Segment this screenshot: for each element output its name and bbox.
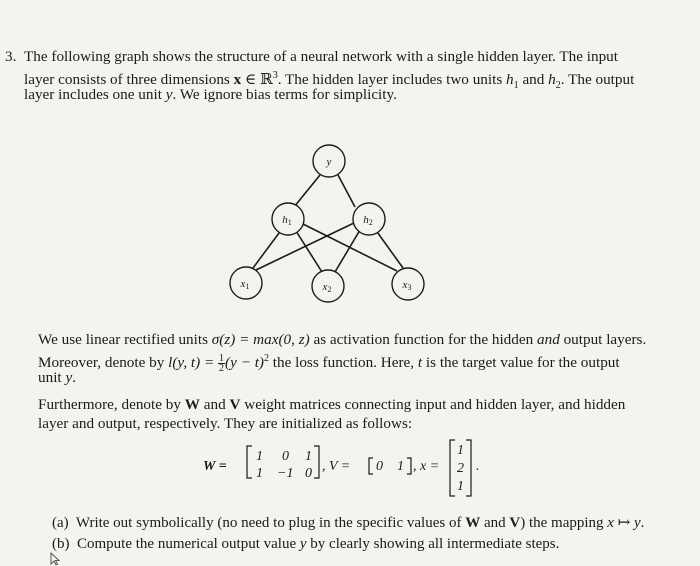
h2-sub: 2 — [555, 80, 561, 92]
and-emphasis: and — [537, 331, 560, 348]
x-label: , x = — [413, 459, 440, 474]
activation-text-b: as activation function for the hidden — [309, 331, 537, 348]
loss-sup: 2 — [263, 353, 269, 364]
node-x3-label: x3 — [402, 279, 412, 292]
loss-lhs: l(y, t) = — [168, 354, 219, 372]
intro-line-3b: . We ignore bias terms for simplicity. — [172, 86, 397, 103]
loss-text-b: the loss function. Here, — [268, 354, 418, 372]
part-a-W: W — [465, 515, 481, 531]
weights-text-b: weight matrices connecting input and hidden layer, and hidden — [240, 396, 626, 413]
part-a-mapping: x ↦ y — [607, 515, 641, 531]
W-symbol: W — [184, 396, 200, 413]
node-x2-label: x2 — [322, 281, 332, 294]
part-a-text1: Write out symbolically (no need to plug in the specific values of — [75, 515, 466, 531]
loss-rhs: (y − t) — [225, 354, 264, 372]
intro-line-2a: layer consists of three dimensions — [24, 71, 234, 89]
intro-line-1: The following graph shows the structure of a neural network with a single hidden layer. The input — [24, 48, 618, 65]
part-b-text2: by clearly showing all intermediate steps. — [306, 536, 560, 552]
part-b-y: y — [299, 536, 307, 552]
part-a-and: and — [480, 515, 510, 531]
relu-formula: σ(z) = max(0, z) — [211, 331, 310, 348]
W-r1c3: 1 — [305, 449, 312, 464]
part-a — [52, 513, 644, 532]
mouse-cursor-icon — [50, 552, 60, 566]
x-r2: 2 — [457, 461, 464, 476]
vector-x: x — [233, 71, 242, 89]
frac-denominator: 2 — [219, 363, 225, 375]
unit-y: y — [65, 369, 73, 386]
weights-line-2: layer and output, respectively. They are initialized as follows: — [38, 415, 413, 432]
node-x1-label: x1 — [240, 278, 250, 291]
node-y-label: y — [326, 156, 332, 168]
W-label: W = — [203, 459, 227, 474]
part-b-text1: Compute the numerical output value — [77, 536, 300, 552]
h1-sub: 1 — [513, 80, 519, 92]
weights-text-a: Furthermore, denote by — [38, 396, 185, 413]
W-r1c2: 0 — [282, 449, 289, 464]
unit-period: . — [72, 369, 76, 386]
and-text: and — [518, 71, 549, 89]
W-r2c1: 1 — [256, 466, 263, 481]
W-r1c1: 1 — [256, 449, 263, 464]
W-r2c3: 0 — [305, 466, 312, 481]
problem-number: 3. — [5, 48, 17, 65]
part-a-V: V — [509, 515, 521, 531]
V-c2: 1 — [397, 459, 404, 474]
intro-line-3a: layer includes one unit — [24, 86, 166, 103]
V-c1: 0 — [376, 459, 383, 474]
element-of: ∈ ℝ — [241, 71, 273, 89]
matrix-end: . — [476, 459, 480, 474]
loss-text-a: Moreover, denote by — [38, 354, 169, 372]
x-r1: 1 — [457, 443, 464, 458]
activation-text-c: output layers. — [559, 331, 647, 348]
V-label: , V = — [322, 459, 351, 474]
part-a-text2: ) the mapping — [520, 515, 608, 531]
frac-numerator: 1 — [219, 353, 225, 365]
weights-and: and — [199, 396, 230, 413]
h1-symbol: h — [506, 71, 514, 89]
unit-text: unit — [38, 369, 66, 386]
part-a-end: . — [640, 515, 645, 531]
intro-line-2b: . The hidden layer includes two units — [277, 71, 507, 89]
W-r2c2: −1 — [277, 466, 294, 481]
intro-line-2c: . The output — [560, 71, 635, 89]
node-h1-label: h1 — [282, 214, 292, 227]
part-a-label: (a) — [52, 515, 69, 531]
V-symbol: V — [229, 396, 241, 413]
node-h2-label: h2 — [363, 214, 373, 227]
activation-text-a: We use linear rectified units — [38, 331, 212, 348]
x-r3: 1 — [457, 479, 464, 494]
y-symbol: y — [165, 86, 173, 103]
loss-text-c: is the target value for the output — [422, 354, 620, 372]
h2-symbol: h — [548, 71, 556, 89]
t-symbol: t — [417, 354, 423, 372]
part-b-label: (b) — [52, 536, 70, 552]
dim-sup: 3 — [272, 70, 278, 81]
part-b — [52, 536, 559, 553]
